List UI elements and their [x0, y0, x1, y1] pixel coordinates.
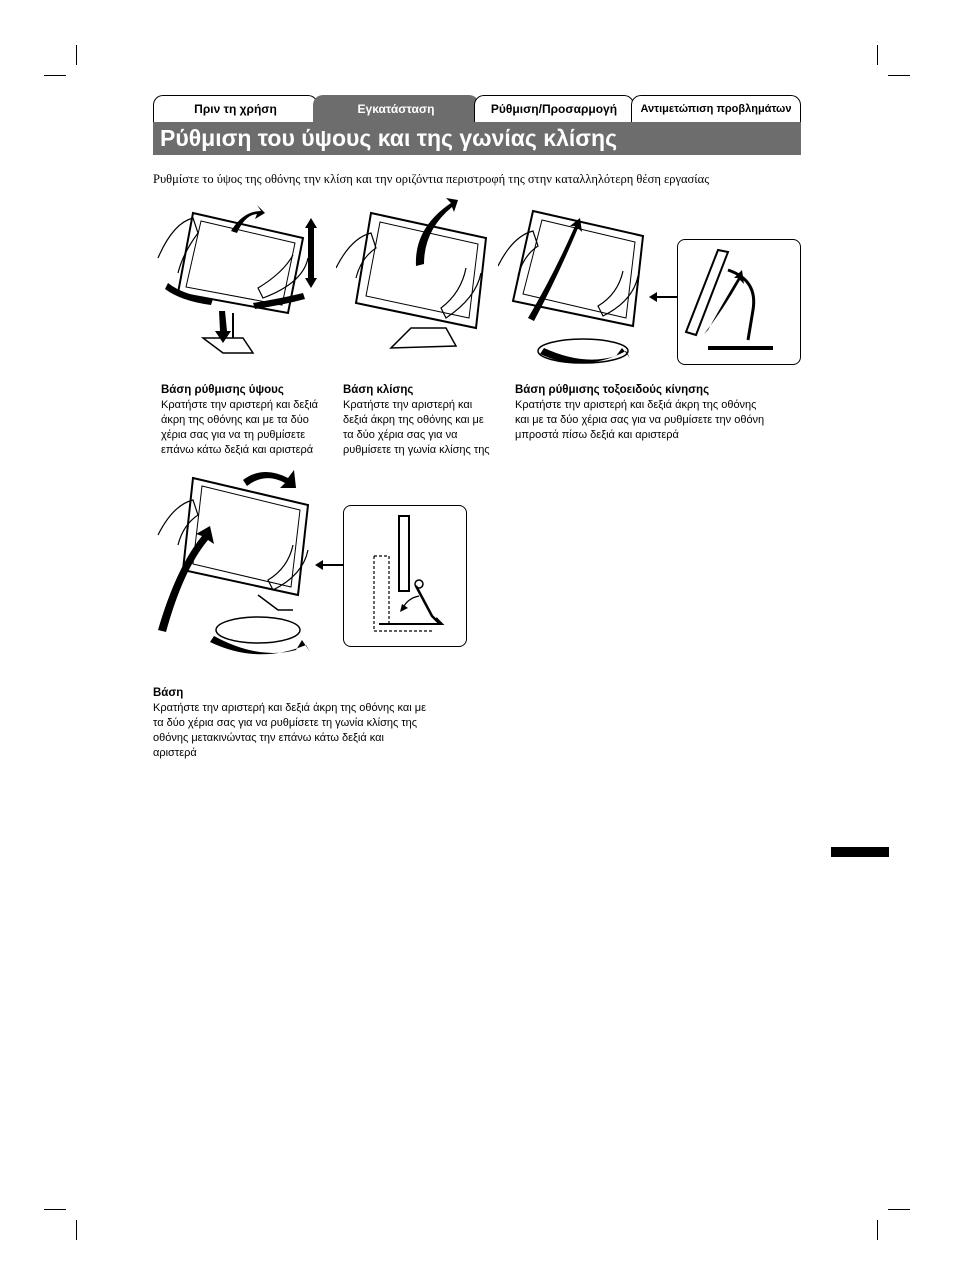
crop-mark [877, 1220, 878, 1240]
crop-mark [76, 1220, 77, 1240]
crop-mark [44, 1209, 66, 1210]
height-stand-illustration [153, 203, 333, 363]
caption-height-stand [161, 383, 331, 458]
arrow-left-icon [315, 559, 343, 571]
caption-line: Κρατήστε την αριστερή και δεξιά άκρη της οθόνης [515, 399, 757, 411]
tab-troubleshooting[interactable]: Αντιμετώπιση προβλημάτων [631, 95, 801, 122]
tilt-stand-illustration [336, 198, 496, 363]
crop-mark [877, 45, 878, 65]
caption-heading: Βάση κλίσης [343, 384, 414, 396]
section-edge-marker [831, 847, 889, 857]
caption-line: Κρατήστε την αριστερή και δεξιά άκρη της οθόνης και με [153, 702, 427, 714]
arrow-left-icon [649, 291, 677, 303]
caption-line: οθόνης μετακινώντας την επάνω κάτω δεξιά και [153, 732, 384, 744]
caption-heading: Βάση [153, 687, 184, 699]
caption-line: τα δύο χέρια σας για να [343, 429, 458, 441]
caption-line: αριστερά [153, 747, 197, 759]
caption-line: ρυθμίσετε τη γωνία κλίσης της [343, 444, 490, 456]
crop-mark [888, 75, 910, 76]
caption-line: Κρατήστε την αριστερή και [343, 399, 473, 411]
crop-mark [76, 45, 77, 65]
arc-stand-side-view-inset [677, 239, 801, 365]
arc-stand-illustration [498, 206, 648, 371]
caption-arc-stand [515, 383, 805, 443]
caption-line: δεξιά άκρη της οθόνης και με [343, 414, 484, 426]
caption-line: άκρη της οθόνης και με τα δύο [161, 414, 309, 426]
caption-heading: Βάση ρύθμισης τοξοειδούς κίνησης [515, 384, 710, 396]
caption-line: επάνω κάτω δεξιά και αριστερά [161, 444, 314, 456]
caption-line: Κρατήστε την αριστερή και δεξιά [161, 399, 319, 411]
caption-line: τα δύο χέρια σας για να ρυθμίσετε τη γωνία κλίσης της [153, 717, 418, 729]
base-stand-illustration [148, 460, 318, 670]
tab-settings-adjustment[interactable]: Ρύθμιση/Προσαρμογή [474, 95, 634, 122]
caption-heading: Βάση ρύθμισης ύψους [161, 384, 284, 396]
caption-line: και με τα δύο χέρια σας για να ρυθμίσετε την οθόνη [515, 414, 765, 426]
page-title: Ρύθμιση του ύψους και της γωνίας κλίσης [153, 122, 801, 155]
base-stand-side-view-inset [343, 505, 467, 647]
caption-line: χέρια σας για να τη ρυθμίσετε [161, 429, 306, 441]
section-tabs [153, 95, 801, 123]
caption-line: μπροστά πίσω δεξιά και αριστερά [515, 429, 679, 441]
tab-installation[interactable]: Εγκατάσταση [313, 95, 479, 122]
caption-tilt-stand [343, 383, 508, 458]
intro-text: Ρυθμίστε το ύψος της οθόνης την κλίση και την οριζόντια περιστροφή της στην καταλληλότερη θέση εργασίας [153, 172, 710, 186]
crop-mark [44, 75, 66, 76]
crop-mark [888, 1209, 910, 1210]
caption-base-stand [153, 686, 473, 761]
tab-before-use[interactable]: Πριν τη χρήση [153, 95, 318, 122]
